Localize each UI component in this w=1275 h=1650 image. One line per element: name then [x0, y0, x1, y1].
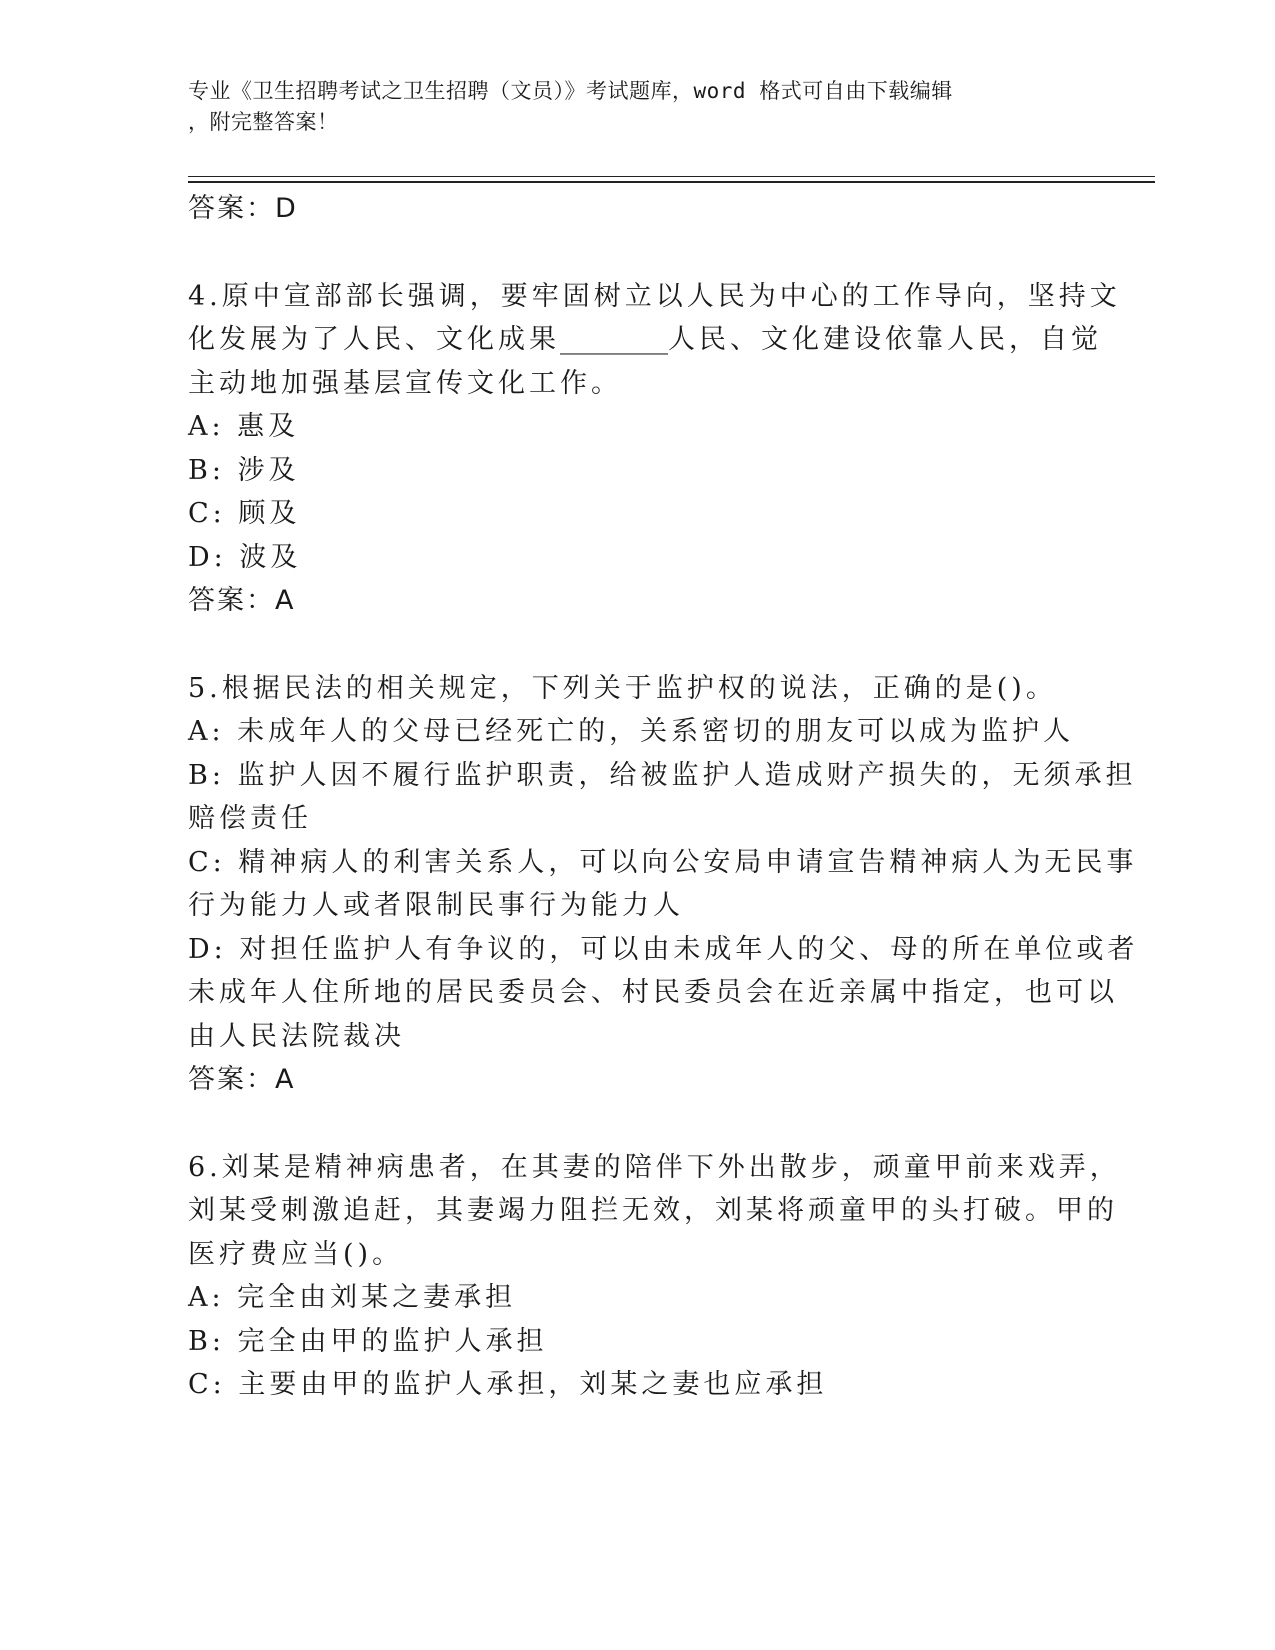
- q5-option-a: A: 未成年人的父母已经死亡的，关系密切的朋友可以成为监护人: [188, 716, 1075, 747]
- q4-stem-line-2: [188, 317, 1102, 356]
- q5-answer: 答案：A: [188, 1064, 296, 1095]
- q5-option-d-line-2: 未成年人住所地的居民委员会、村民委员会在近亲属中指定，也可以: [188, 977, 1118, 1008]
- q4-option-c: C: 顾及: [188, 498, 301, 529]
- q6-stem-line-3: 医疗费应当()。: [188, 1239, 404, 1270]
- q5-option-d-line-3: 由人民法院裁决: [188, 1021, 405, 1052]
- header-divider-thin: [188, 176, 1155, 177]
- document-header: [188, 76, 1088, 138]
- q5-option-c-line-2: 行为能力人或者限制民事行为能力人: [188, 890, 684, 921]
- q4-option-a: A: 惠及: [188, 411, 300, 442]
- q4-stem-line-1: 4.原中宣部部长强调，要牢固树立以人民为中心的工作导向，坚持文: [188, 281, 1121, 312]
- q4-option-b: B: 涉及: [188, 455, 300, 486]
- q5-option-d-line-1: D: 对担任监护人有争议的，可以由未成年人的父、母的所在单位或者: [188, 934, 1139, 965]
- q6-option-a: A: 完全由刘某之妻承担: [188, 1282, 517, 1313]
- q4-stem-line-2-pre: 化发展为了人民、文化成果: [188, 324, 560, 355]
- q6-stem-line-1: 6.刘某是精神病患者，在其妻的陪伴下外出散步，顽童甲前来戏弄，: [188, 1152, 1121, 1183]
- q6-stem-line-2: 刘某受刺激追赶，其妻竭力阻拦无效，刘某将顽童甲的头打破。甲的: [188, 1195, 1118, 1226]
- q5-stem: 5.根据民法的相关规定，下列关于监护权的说法，正确的是()。: [188, 673, 1057, 704]
- header-line-2: ，附完整答案！: [188, 110, 339, 134]
- q5-option-b-line-1: B: 监护人因不履行监护职责，给被监护人造成财产损失的，无须承担: [188, 760, 1137, 791]
- q5-option-b-line-2: 赔偿责任: [188, 803, 312, 834]
- q4-blank: ________: [560, 324, 668, 355]
- q6-option-c: C: 主要由甲的监护人承担，刘某之妻也应承担: [188, 1369, 828, 1400]
- header-line-1: 专业《卫生招聘考试之卫生招聘（文员）》考试题库，word 格式可自由下载编辑: [188, 79, 953, 103]
- q6-option-b: B: 完全由甲的监护人承担: [188, 1326, 548, 1357]
- prev-answer: 答案：D: [188, 193, 298, 224]
- q5-option-c-line-1: C: 精神病人的利害关系人，可以向公安局申请宣告精神病人为无民事: [188, 847, 1138, 878]
- q4-option-d: D: 波及: [188, 542, 302, 573]
- header-divider-thick: [188, 181, 1155, 183]
- q4-stem-line-3: 主动地加强基层宣传文化工作。: [188, 368, 622, 399]
- q4-answer: 答案：A: [188, 585, 296, 616]
- q4-stem-line-2-post: 人民、文化建设依靠人民，自觉: [668, 324, 1102, 355]
